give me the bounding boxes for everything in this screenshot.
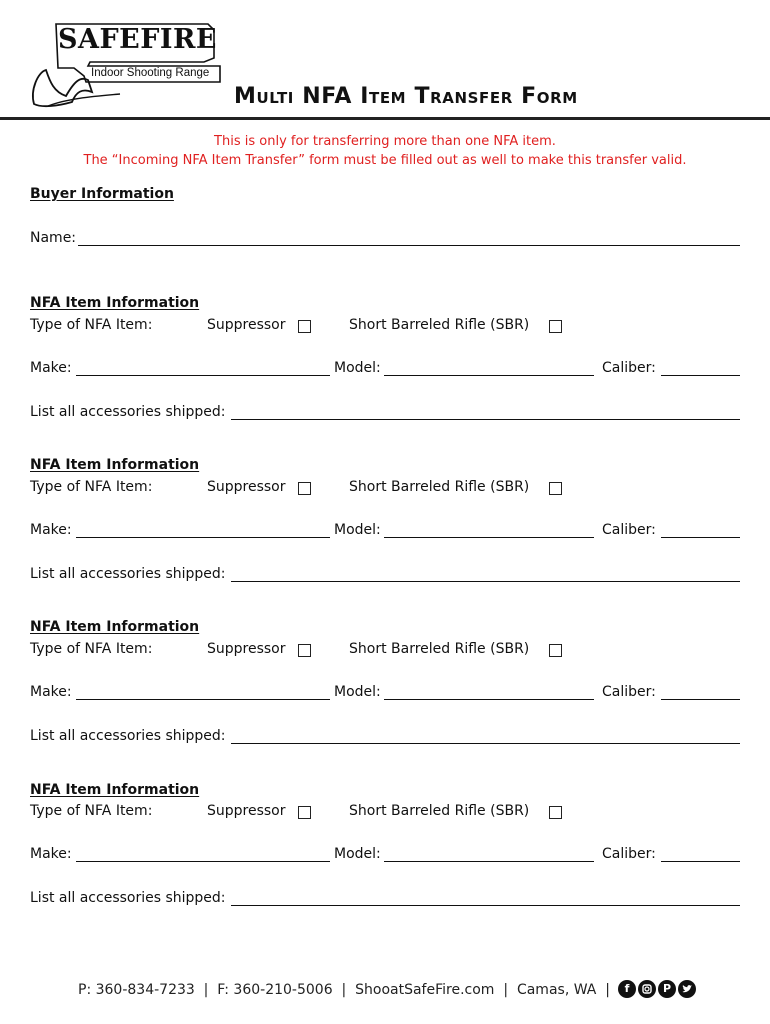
make-label: Make:: [30, 360, 72, 376]
pinterest-icon[interactable]: P: [658, 980, 676, 998]
item-type-label: Type of NFA Item:: [30, 317, 153, 333]
twitter-icon[interactable]: [678, 980, 696, 998]
caliber-field[interactable]: [661, 848, 740, 862]
make-field[interactable]: [76, 524, 330, 538]
item-type-label: Type of NFA Item:: [30, 479, 153, 495]
accessories-field[interactable]: [231, 568, 740, 582]
facebook-icon[interactable]: f: [618, 980, 636, 998]
make-field[interactable]: [76, 848, 330, 862]
sbr-label: Short Barreled Rifle (SBR): [349, 803, 530, 819]
caliber-field[interactable]: [661, 686, 740, 700]
suppressor-label: Suppressor: [207, 317, 286, 333]
make-label: Make:: [30, 522, 72, 538]
model-field[interactable]: [384, 362, 594, 376]
make-label: Make:: [30, 684, 72, 700]
item-heading: NFA Item Information: [30, 782, 200, 798]
sbr-label: Short Barreled Rifle (SBR): [349, 317, 530, 333]
accessories-field[interactable]: [231, 406, 740, 420]
logo-brand: SAFEFIRE: [58, 24, 218, 55]
make-field[interactable]: [76, 686, 330, 700]
suppressor-label: Suppressor: [207, 803, 286, 819]
suppressor-label: Suppressor: [207, 479, 286, 495]
accessories-field[interactable]: [231, 892, 740, 906]
suppressor-label: Suppressor: [207, 641, 286, 657]
name-label: Name:: [30, 230, 77, 246]
model-label: Model:: [334, 522, 381, 538]
sbr-checkbox[interactable]: [549, 806, 562, 819]
form-title: Multi NFA Item Transfer Form: [234, 84, 578, 109]
model-label: Model:: [334, 846, 381, 862]
accessories-label: List all accessories shipped:: [30, 890, 226, 906]
suppressor-checkbox[interactable]: [298, 806, 311, 819]
instagram-icon[interactable]: [638, 980, 656, 998]
notice-line-1: This is only for transferring more than one NFA item.: [214, 134, 556, 149]
item-heading: NFA Item Information: [30, 457, 200, 473]
make-field[interactable]: [76, 362, 330, 376]
sbr-checkbox[interactable]: [549, 644, 562, 657]
safefire-logo: [28, 22, 228, 114]
caliber-label: Caliber:: [602, 522, 656, 538]
item-type-label: Type of NFA Item:: [30, 641, 153, 657]
name-field[interactable]: [78, 232, 740, 246]
model-label: Model:: [334, 360, 381, 376]
footer-contact: P: 360-834-7233 | F: 360-210-5006 | ShooatSafeFire.com | Camas, WA |: [78, 982, 610, 998]
caliber-field[interactable]: [661, 524, 740, 538]
sbr-checkbox[interactable]: [549, 482, 562, 495]
item-type-label: Type of NFA Item:: [30, 803, 153, 819]
model-field[interactable]: [384, 848, 594, 862]
sbr-checkbox[interactable]: [549, 320, 562, 333]
caliber-field[interactable]: [661, 362, 740, 376]
model-field[interactable]: [384, 524, 594, 538]
logo-tagline: Indoor Shooting Range: [91, 67, 210, 79]
caliber-label: Caliber:: [602, 684, 656, 700]
sbr-label: Short Barreled Rifle (SBR): [349, 641, 530, 657]
accessories-label: List all accessories shipped:: [30, 566, 226, 582]
item-heading: NFA Item Information: [30, 295, 200, 311]
sbr-label: Short Barreled Rifle (SBR): [349, 479, 530, 495]
make-label: Make:: [30, 846, 72, 862]
suppressor-checkbox[interactable]: [298, 644, 311, 657]
item-heading: NFA Item Information: [30, 619, 200, 635]
title-divider: [0, 117, 770, 120]
model-field[interactable]: [384, 686, 594, 700]
model-label: Model:: [334, 684, 381, 700]
accessories-label: List all accessories shipped:: [30, 728, 226, 744]
notice-line-2: The “Incoming NFA Item Transfer” form must be filled out as well to make this transfer valid.: [83, 153, 687, 168]
buyer-heading: Buyer Information: [30, 186, 174, 202]
suppressor-checkbox[interactable]: [298, 320, 311, 333]
accessories-field[interactable]: [231, 730, 740, 744]
suppressor-checkbox[interactable]: [298, 482, 311, 495]
accessories-label: List all accessories shipped:: [30, 404, 226, 420]
caliber-label: Caliber:: [602, 846, 656, 862]
footer: [0, 980, 770, 1002]
caliber-label: Caliber:: [602, 360, 656, 376]
